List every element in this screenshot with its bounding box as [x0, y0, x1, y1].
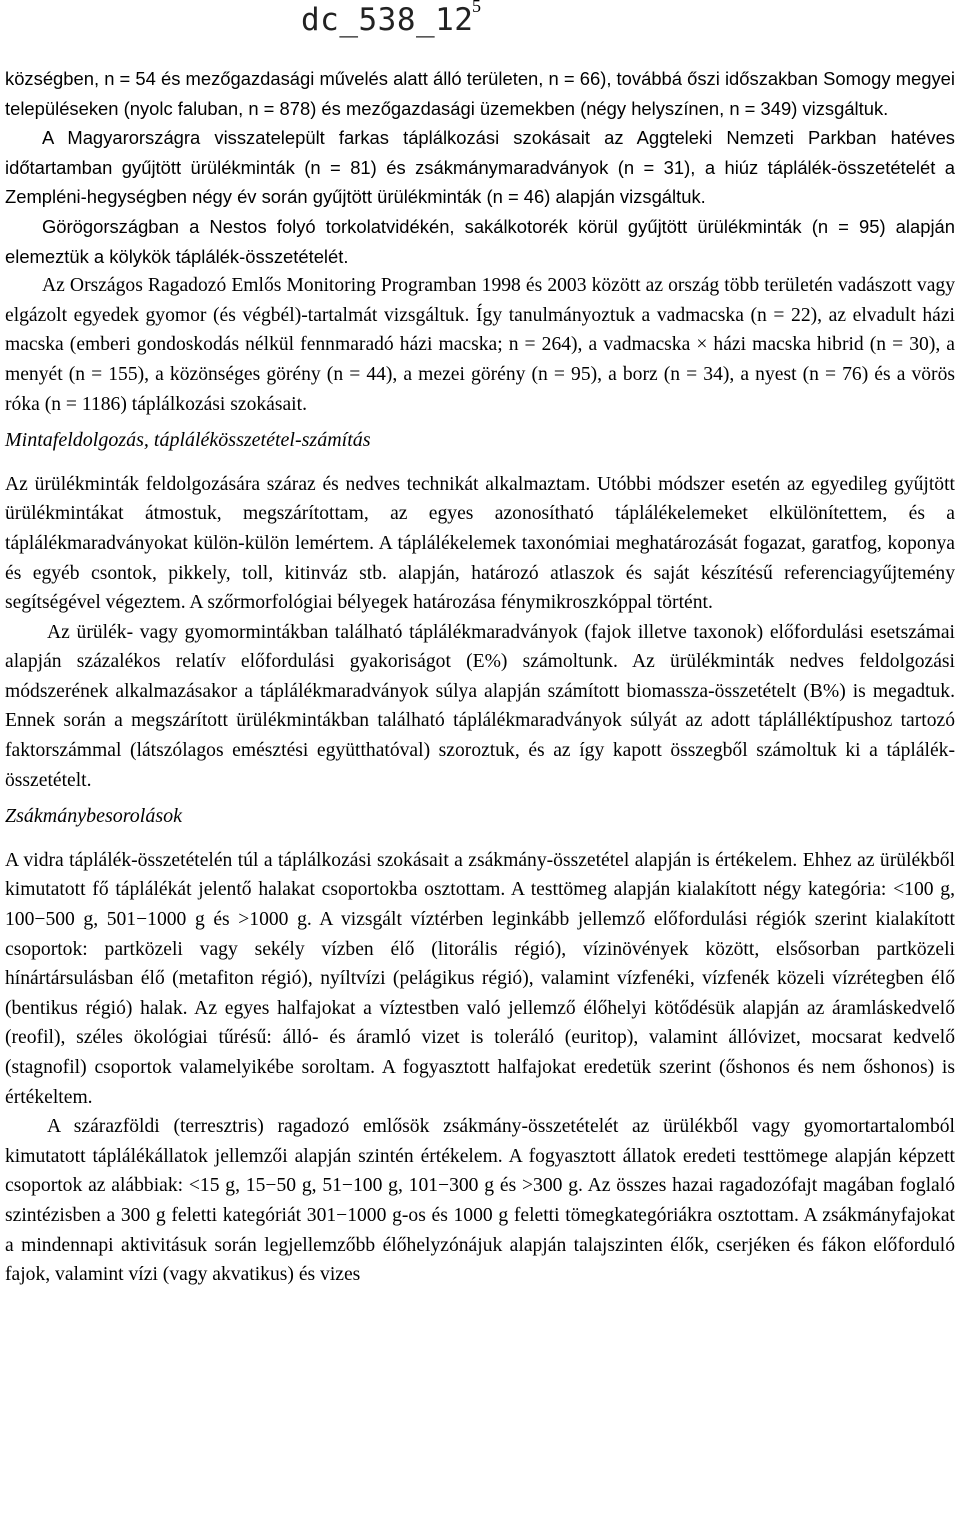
paragraph-sample-processing: Az ürülékminták feldolgozására száraz és nedves technikát alkalmaztam. Utóbbi módszer esetén az egyedileg gyűjtött ürülékmintákat átmostuk, megszárítottam, az egyes azonosítható táplálékelemeket elkülönítettem, és a táplálékmaradványokat külön-külön lemértem. A táplálékelemek taxonómiai meghatározását fogazat, garatfog, koponya és egyéb csontok, pikkely, toll, kitinváz stb. alapján, határozó atlaszok és saját készítésű referenciagyűjtemény segítségével végeztem. A szőrmorfológiai bélyegek határozása fénymikroszkóppal történt.	[5, 473, 955, 614]
paragraph-terrestrial-prey: A szárazföldi (terresztris) ragadozó emlősök zsákmány-összetételét az ürülékből vagy gyomortartalomból kimutatott táplálékállatok jellemzői alapján szintén értékelem. A fogyasztott állatok eredeti testtömege alapján képzett csoportok az alábbiak: <15 g, 15−50 g, 51−100 g, 101−300 g és >300 g. Az összes hazai ragadozófajt magában foglaló szintézisben a 300 g feletti kategóriát 301−1000 g-os és 1000 g feletti tömegkategóriákra osztottam. A zsákmányfajokat a mindennapi aktivitásuk során legjellemzőbb élőhelyzónájuk alapján talajszinten élők, cserjéken és fákon előforduló fajok, valamint vízi (vagy akvatikus) és vizes	[5, 1116, 955, 1286]
document-id: dc_538_12	[301, 2, 474, 38]
paragraph-otter-prey: A vidra táplálék-összetételén túl a táplálkozási szokásait a zsákmány-összetétel alapján is értékelem. Ehhez az ürülékből kimutatott fő táplálékát jelentő halakat csoportokba osztottam. A testtömeg alapján kialakított négy kategória: <100 g, 100−500 g, 501−1000 g és >1000 g. A vizsgált víztérben leginkább jellemző előfordulási régiók szerint kialakított csoportok: partközeli vagy sekély vízben élő (litorális régió), vízinövények között, elsősorban partközeli hínártársulásban élő (metafiton régió), nyíltvízi (pelágikus régió), valamint vízfenéki, vízfenék közeli vízrétegben élő (bentikus régió) halak. Az egyes halfajokat a víztestben való jellemző élőhelyi kötődésük alapján az áramláskedvelő (reofil), széles ökológiai tűrésű: álló- és áramló vizet is toleráló (euritop), valamint állóvizet, mocsarat kedvelő (stagnofil) csoportok valamelyikébe soroltam. A fogyasztott halfajokat eredetük szerint (őshonos és nem őshonos) is értékeltem.	[5, 849, 955, 1108]
section-heading-sample-processing: Mintafeldolgozás, táplálékösszetétel-számítás	[5, 429, 371, 452]
paragraph-monitoring-program: Az Országos Ragadozó Emlős Monitoring Programban 1998 és 2003 között az ország több területén vadászott vagy elgázolt egyedek gyomor (és végbél)-tartalmát vizsgáltuk. Így tanulmányoztuk a vadmacska (n = 22), az elvadult házi macska (emberi gondoskodás nélkül fennmaradó házi macska; n = 264), a vadmacska × házi macska hibrid (n = 30), a menyét (n = 155), a közönséges görény (n = 44), a mezei görény (n = 95), a borz (n = 34), a nyest (n = 76) és a vörös róka (n = 1186) táplálkozási szokásait.	[5, 275, 955, 415]
paragraph-wolf-lynx: A Magyarországra visszatelepült farkas táplálkozási szokásait az Aggteleki Nemzeti Parkban hatéves időtartamban gyűjtött ürülékminták (n = 81) és zsákmánymaradványok (n = 31), a hiúz táplálék-összetételét a Zempléni-hegységben négy év során gyűjtött ürülékminták (n = 46) alapján vizsgáltuk.	[5, 127, 955, 208]
paragraph-jackal-greece: Görögországban a Nestos folyó torkolatvidékén, sakálkotorék körül gyűjtött ürülékminták (n = 95) alapján elemeztük a kölykök táplálék-összetételét.	[5, 215, 955, 267]
page-number: 5	[472, 0, 481, 16]
section-heading-prey-classification: Zsákmánybesorolások	[5, 805, 183, 828]
document-body	[5, 64, 955, 1290]
paragraph-frequency-biomass: Az ürülék- vagy gyomormintákban található táplálékmaradványok (fajok illetve taxonok) előfordulási esetszámai alapján százalékos relatív előfordulási gyakoriságot (E%) számoltunk. Az ürülékminták nedves feldolgozási módszerének alkalmazásakor a táplálékmaradványok súlya alapján számított biomassza-összetételt (B%) is megadtuk. Ennek során a megszárított ürülékmintákban található táplálékmaradványok súlyát az adott táplálléktípushoz tartozó faktorszámmal (látszólagos emésztési együtthatóval) szoroztuk, és az így kapott összegből számoltuk ki a táplálék-összetételt.	[5, 621, 955, 791]
paragraph-sampling-locations: községben, n = 54 és mezőgazdasági művelés alatt álló területen, n = 66), továbbá őszi időszakban Somogy megyei településeken (nyolc faluban, n = 878) és mezőgazdasági üzemekben (négy helyszínen, n = 349) vizsgáltuk.	[5, 68, 955, 119]
